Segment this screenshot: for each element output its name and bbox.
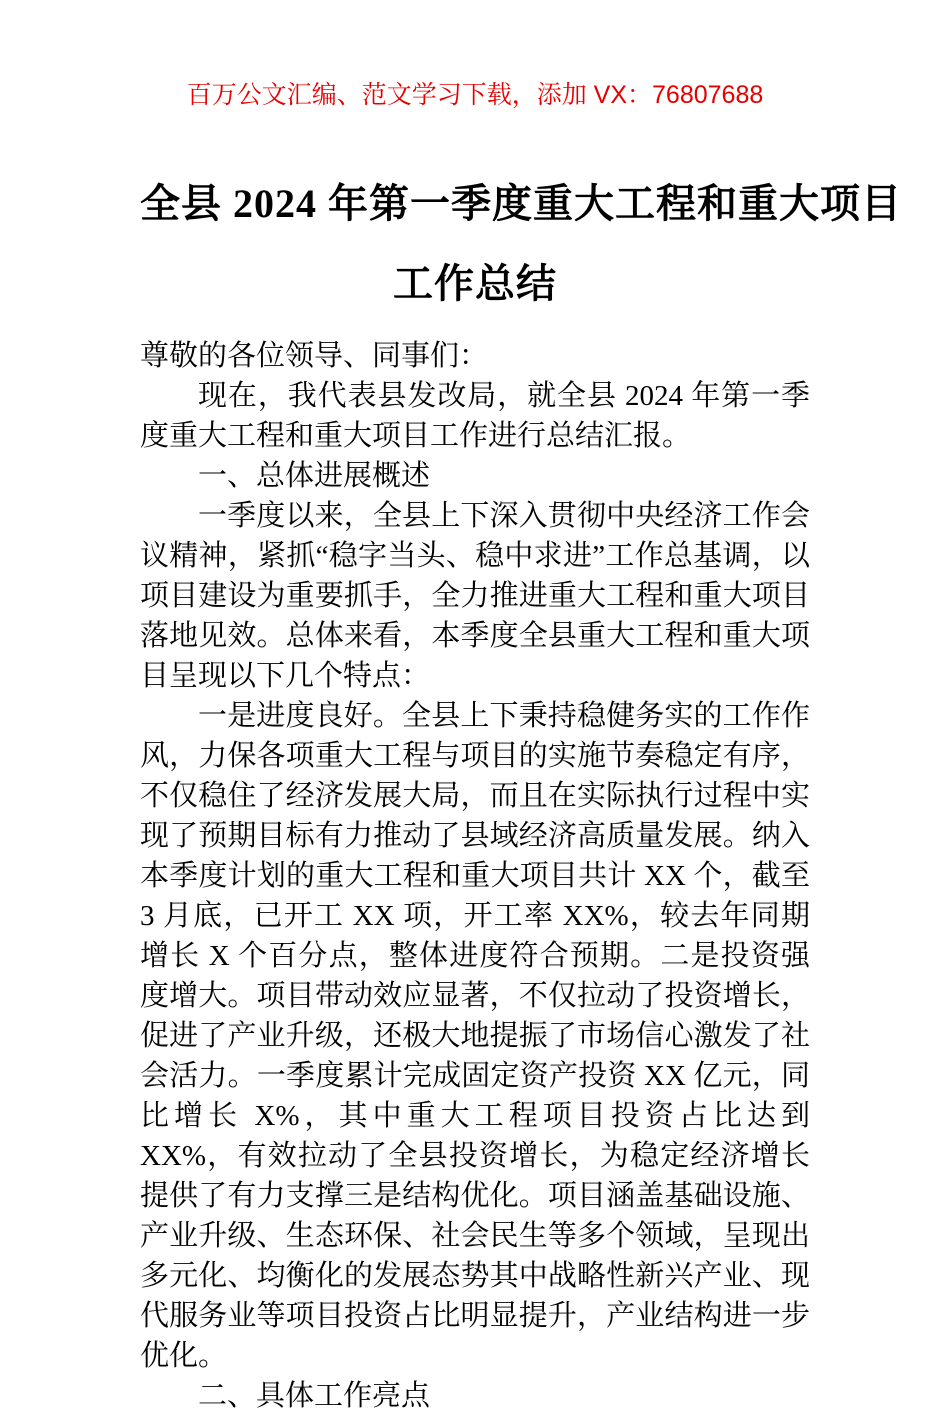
document-body bbox=[140, 336, 810, 1416]
document-title bbox=[140, 164, 902, 324]
paragraph-intro: 现在，我代表县发改局，就全县 2024 年第一季度重大工程和重大项目工作进行总结汇报。 bbox=[140, 380, 810, 452]
paragraph-overview: 一季度以来，全县上下深入贯彻中央经济工作会议精神，紧抓“稳字当头、稳中求进”工作总基调，以项目建设为重要抓手，全力推进重大工程和重大项目落地见效。总体来看，本季度全县重大工程和重大项目呈现以下几个特点： bbox=[140, 500, 810, 692]
heading-section-1: 一、总体进展概述 bbox=[198, 460, 431, 492]
salutation: 尊敬的各位领导、同事们： bbox=[140, 340, 489, 372]
document-title-line-1: 全县 2024 年第一季度重大工程和重大项目 bbox=[140, 181, 902, 226]
document-title-line-2: 工作总结 bbox=[393, 261, 557, 306]
paragraph-highlights: 一是进度良好。全县上下秉持稳健务实的工作作风，力保各项重大工程与项目的实施节奏稳定有序，不仅稳住了经济发展大局，而且在实际执行过程中实现了预期目标有力推动了县域经济高质量发展。纳入本季度计划的重大工程和重大项目共计 XX 个，截至 3 月底，已开工 XX 项，开工率 XX%，较去年同期增长 X 个百分点，整体进度符合预期。二是投资强度增大。项目带动效应显著，不仅拉动了投资增长，促进了产业升级，还极大地提振了市场信心激发了社会活力。一季度累计完成固定资产投资 XX 亿元，同比增长 X%，其中重大工程项目投资占比达到 XX%，有效拉动了全县投资增长，为稳定经济增长提供了有力支撑三是结构优化。项目涵盖基础设施、产业升级、生态环保、社会民生等多个领域，呈现出多元化、均衡化的发展态势其中战略性新兴产业、现代服务业等项目投资占比明显提升，产业结构进一步优化。 bbox=[140, 700, 810, 1372]
heading-section-2: 二、具体工作亮点 bbox=[198, 1380, 431, 1412]
promo-banner: 百万公文汇编、范文学习下载，添加 VX：76807688 bbox=[186, 81, 764, 109]
